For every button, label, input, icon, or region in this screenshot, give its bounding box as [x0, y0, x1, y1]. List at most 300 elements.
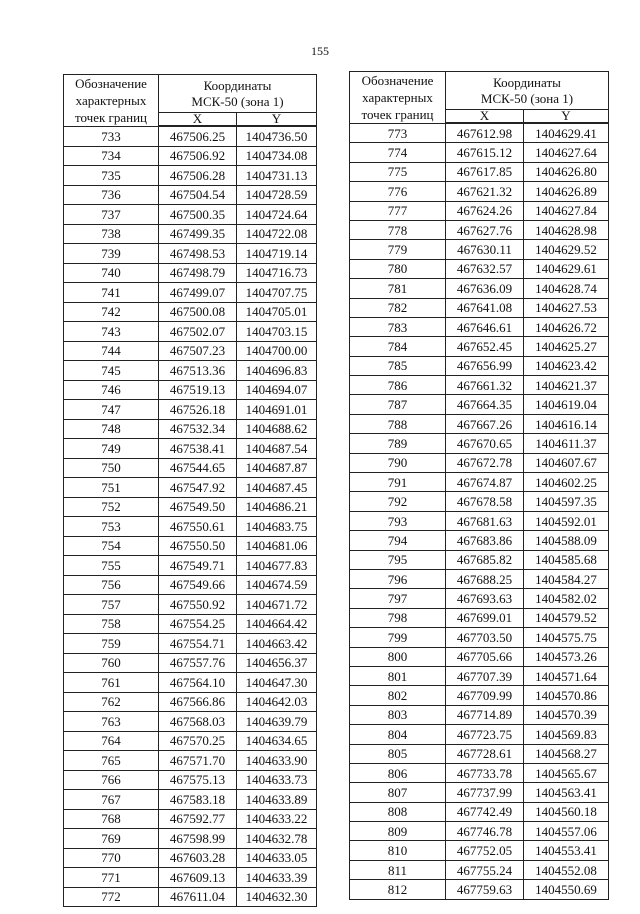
point-number: 761	[64, 673, 159, 693]
y-coordinate: 1404633.05	[237, 848, 317, 868]
y-coordinate: 1404628.74	[524, 279, 609, 298]
x-coordinate: 467678.58	[446, 492, 524, 511]
header-coordinates-line2: МСК-50 (зона 1)	[480, 90, 574, 106]
point-number: 733	[64, 127, 159, 147]
table-row	[64, 887, 317, 907]
table-row	[64, 439, 317, 459]
y-coordinate: 1404734.08	[237, 146, 317, 166]
header-coordinates	[446, 72, 609, 110]
point-number: 806	[350, 763, 446, 782]
y-coordinate: 1404724.64	[237, 205, 317, 225]
x-coordinate: 467737.99	[446, 783, 524, 802]
y-coordinate: 1404592.01	[524, 511, 609, 530]
table-row	[350, 763, 609, 782]
point-number: 784	[350, 337, 446, 356]
y-coordinate: 1404550.69	[524, 880, 609, 899]
table-row	[64, 517, 317, 537]
table-row	[64, 595, 317, 615]
x-coordinate: 467685.82	[446, 550, 524, 569]
table-row	[350, 124, 609, 143]
header-coordinates-line1: Координаты	[203, 77, 272, 93]
table-row	[350, 822, 609, 841]
coordinates-table-right	[349, 71, 609, 900]
table-row	[350, 841, 609, 860]
y-coordinate: 1404560.18	[524, 802, 609, 821]
table-row	[64, 829, 317, 849]
y-coordinate: 1404634.65	[237, 731, 317, 751]
x-coordinate: 467646.61	[446, 317, 524, 336]
table-row	[350, 569, 609, 588]
x-coordinate: 467500.08	[159, 302, 237, 322]
table-row	[64, 263, 317, 283]
x-coordinate: 467549.50	[159, 497, 237, 517]
point-number: 748	[64, 419, 159, 439]
point-number: 797	[350, 589, 446, 608]
x-coordinate: 467564.10	[159, 673, 237, 693]
table-row	[350, 220, 609, 239]
x-coordinate: 467570.25	[159, 731, 237, 751]
x-coordinate: 467592.77	[159, 809, 237, 829]
x-coordinate: 467742.49	[446, 802, 524, 821]
x-coordinate: 467499.07	[159, 283, 237, 303]
x-coordinate: 467688.25	[446, 569, 524, 588]
table-row	[64, 127, 317, 147]
point-number: 751	[64, 478, 159, 498]
x-coordinate: 467498.53	[159, 244, 237, 264]
x-coordinate: 467575.13	[159, 770, 237, 790]
y-coordinate: 1404570.86	[524, 686, 609, 705]
y-coordinate: 1404677.83	[237, 556, 317, 576]
table-row	[350, 725, 609, 744]
x-coordinate: 467583.18	[159, 790, 237, 810]
point-number: 781	[350, 279, 446, 298]
point-number: 790	[350, 453, 446, 472]
y-coordinate: 1404696.83	[237, 361, 317, 381]
table-row	[64, 146, 317, 166]
y-coordinate: 1404625.27	[524, 337, 609, 356]
point-number: 756	[64, 575, 159, 595]
x-coordinate: 467547.92	[159, 478, 237, 498]
point-number: 746	[64, 380, 159, 400]
table-row	[350, 608, 609, 627]
point-number: 809	[350, 822, 446, 841]
header-coordinates-line1: Координаты	[493, 74, 561, 90]
x-coordinate: 467498.79	[159, 263, 237, 283]
x-coordinate: 467693.63	[446, 589, 524, 608]
y-coordinate: 1404579.52	[524, 608, 609, 627]
point-number: 785	[350, 356, 446, 375]
point-number: 783	[350, 317, 446, 336]
point-number: 775	[350, 162, 446, 181]
table-row	[64, 868, 317, 888]
y-coordinate: 1404602.25	[524, 473, 609, 492]
y-coordinate: 1404633.22	[237, 809, 317, 829]
table-row	[350, 473, 609, 492]
point-number: 780	[350, 259, 446, 278]
y-coordinate: 1404597.35	[524, 492, 609, 511]
point-number: 766	[64, 770, 159, 790]
table-row	[350, 550, 609, 569]
y-coordinate: 1404719.14	[237, 244, 317, 264]
table-row	[350, 686, 609, 705]
y-coordinate: 1404619.04	[524, 395, 609, 414]
point-number: 799	[350, 628, 446, 647]
point-number: 774	[350, 143, 446, 162]
point-number: 754	[64, 536, 159, 556]
point-number: 805	[350, 744, 446, 763]
table-row	[350, 414, 609, 433]
table-row	[64, 458, 317, 478]
table-row	[350, 802, 609, 821]
x-coordinate: 467554.25	[159, 614, 237, 634]
point-number: 794	[350, 531, 446, 550]
point-number: 736	[64, 185, 159, 205]
y-coordinate: 1404588.09	[524, 531, 609, 550]
point-number: 791	[350, 473, 446, 492]
x-coordinate: 467532.34	[159, 419, 237, 439]
point-number: 778	[350, 220, 446, 239]
x-coordinate: 467549.71	[159, 556, 237, 576]
table-row	[350, 143, 609, 162]
table-row	[350, 705, 609, 724]
y-coordinate: 1404687.45	[237, 478, 317, 498]
y-coordinate: 1404552.08	[524, 860, 609, 879]
y-coordinate: 1404716.73	[237, 263, 317, 283]
x-coordinate: 467609.13	[159, 868, 237, 888]
point-number: 750	[64, 458, 159, 478]
table-row	[64, 185, 317, 205]
point-number: 798	[350, 608, 446, 627]
point-number: 792	[350, 492, 446, 511]
y-coordinate: 1404686.21	[237, 497, 317, 517]
x-coordinate: 467526.18	[159, 400, 237, 420]
x-coordinate: 467755.24	[446, 860, 524, 879]
x-coordinate: 467550.50	[159, 536, 237, 556]
header-y: Y	[524, 110, 609, 123]
point-number: 802	[350, 686, 446, 705]
y-coordinate: 1404575.75	[524, 628, 609, 647]
table-row	[64, 575, 317, 595]
table-row	[64, 478, 317, 498]
point-number: 777	[350, 201, 446, 220]
y-coordinate: 1404629.61	[524, 259, 609, 278]
table-row	[350, 492, 609, 511]
table-row	[350, 201, 609, 220]
table-row	[64, 614, 317, 634]
y-coordinate: 1404626.72	[524, 317, 609, 336]
y-coordinate: 1404627.64	[524, 143, 609, 162]
x-coordinate: 467670.65	[446, 434, 524, 453]
y-coordinate: 1404642.03	[237, 692, 317, 712]
point-number: 763	[64, 712, 159, 732]
point-number: 779	[350, 240, 446, 259]
table-row	[64, 673, 317, 693]
y-coordinate: 1404705.01	[237, 302, 317, 322]
y-coordinate: 1404582.02	[524, 589, 609, 608]
x-coordinate: 467611.04	[159, 887, 237, 907]
y-coordinate: 1404663.42	[237, 634, 317, 654]
y-coordinate: 1404722.08	[237, 224, 317, 244]
x-coordinate: 467681.63	[446, 511, 524, 530]
point-number: 735	[64, 166, 159, 186]
x-coordinate: 467513.36	[159, 361, 237, 381]
table-row	[64, 692, 317, 712]
x-coordinate: 467554.71	[159, 634, 237, 654]
point-number: 788	[350, 414, 446, 433]
point-number: 745	[64, 361, 159, 381]
point-number: 744	[64, 341, 159, 361]
x-coordinate: 467699.01	[446, 608, 524, 627]
x-coordinate: 467538.41	[159, 439, 237, 459]
point-number: 769	[64, 829, 159, 849]
point-number: 787	[350, 395, 446, 414]
x-coordinate: 467656.99	[446, 356, 524, 375]
y-coordinate: 1404707.75	[237, 283, 317, 303]
table-row	[350, 511, 609, 530]
point-number: 767	[64, 790, 159, 810]
point-number: 753	[64, 517, 159, 537]
table-row	[350, 628, 609, 647]
x-coordinate: 467544.65	[159, 458, 237, 478]
point-number: 782	[350, 298, 446, 317]
y-coordinate: 1404607.67	[524, 453, 609, 472]
x-coordinate: 467636.09	[446, 279, 524, 298]
point-number: 764	[64, 731, 159, 751]
x-coordinate: 467506.28	[159, 166, 237, 186]
table-row	[350, 434, 609, 453]
y-coordinate: 1404557.06	[524, 822, 609, 841]
point-number: 768	[64, 809, 159, 829]
table-row	[350, 317, 609, 336]
point-number: 758	[64, 614, 159, 634]
point-number: 759	[64, 634, 159, 654]
table-row	[350, 356, 609, 375]
table-row	[350, 298, 609, 317]
x-coordinate: 467549.66	[159, 575, 237, 595]
x-coordinate: 467598.99	[159, 829, 237, 849]
x-coordinate: 467612.98	[446, 124, 524, 143]
point-number: 786	[350, 376, 446, 395]
point-number: 737	[64, 205, 159, 225]
y-coordinate: 1404633.89	[237, 790, 317, 810]
table-row	[64, 653, 317, 673]
point-number: 770	[64, 848, 159, 868]
table-row	[350, 337, 609, 356]
table-row	[64, 322, 317, 342]
x-coordinate: 467630.11	[446, 240, 524, 259]
x-coordinate: 467617.85	[446, 162, 524, 181]
x-coordinate: 467733.78	[446, 763, 524, 782]
y-coordinate: 1404687.87	[237, 458, 317, 478]
x-coordinate: 467507.23	[159, 341, 237, 361]
table-row	[64, 419, 317, 439]
y-coordinate: 1404674.59	[237, 575, 317, 595]
table-row	[350, 880, 609, 899]
x-coordinate: 467499.35	[159, 224, 237, 244]
x-coordinate: 467571.70	[159, 751, 237, 771]
y-coordinate: 1404629.52	[524, 240, 609, 259]
table-row	[64, 497, 317, 517]
x-coordinate: 467615.12	[446, 143, 524, 162]
table-row	[64, 536, 317, 556]
table-row	[64, 166, 317, 186]
x-coordinate: 467550.61	[159, 517, 237, 537]
x-coordinate: 467627.76	[446, 220, 524, 239]
y-coordinate: 1404647.30	[237, 673, 317, 693]
x-coordinate: 467709.99	[446, 686, 524, 705]
x-coordinate: 467703.50	[446, 628, 524, 647]
y-coordinate: 1404633.39	[237, 868, 317, 888]
point-number: 740	[64, 263, 159, 283]
table-row	[350, 395, 609, 414]
header-x: X	[446, 110, 524, 123]
point-number: 762	[64, 692, 159, 712]
point-number: 743	[64, 322, 159, 342]
y-coordinate: 1404629.41	[524, 124, 609, 143]
y-coordinate: 1404681.06	[237, 536, 317, 556]
y-coordinate: 1404571.64	[524, 666, 609, 685]
point-number: 755	[64, 556, 159, 576]
y-coordinate: 1404694.07	[237, 380, 317, 400]
x-coordinate: 467714.89	[446, 705, 524, 724]
table-row	[64, 224, 317, 244]
x-coordinate: 467683.86	[446, 531, 524, 550]
y-coordinate: 1404691.01	[237, 400, 317, 420]
x-coordinate: 467641.08	[446, 298, 524, 317]
table-row	[350, 860, 609, 879]
x-coordinate: 467652.45	[446, 337, 524, 356]
table-row	[64, 283, 317, 303]
y-coordinate: 1404565.67	[524, 763, 609, 782]
y-coordinate: 1404632.30	[237, 887, 317, 907]
y-coordinate: 1404700.00	[237, 341, 317, 361]
y-coordinate: 1404703.15	[237, 322, 317, 342]
x-coordinate: 467705.66	[446, 647, 524, 666]
y-coordinate: 1404639.79	[237, 712, 317, 732]
y-coordinate: 1404671.72	[237, 595, 317, 615]
x-coordinate: 467550.92	[159, 595, 237, 615]
y-coordinate: 1404688.62	[237, 419, 317, 439]
table-row	[64, 361, 317, 381]
table-left-body	[64, 127, 317, 907]
point-number: 773	[350, 124, 446, 143]
y-coordinate: 1404728.59	[237, 185, 317, 205]
table-row	[350, 259, 609, 278]
table-row	[64, 205, 317, 225]
point-number: 760	[64, 653, 159, 673]
point-number: 810	[350, 841, 446, 860]
table-row	[350, 783, 609, 802]
x-coordinate: 467667.26	[446, 414, 524, 433]
x-coordinate: 467506.25	[159, 127, 237, 147]
table-row	[64, 790, 317, 810]
y-coordinate: 1404627.53	[524, 298, 609, 317]
table-row	[350, 240, 609, 259]
x-coordinate: 467624.26	[446, 201, 524, 220]
x-coordinate: 467759.63	[446, 880, 524, 899]
x-coordinate: 467746.78	[446, 822, 524, 841]
x-coordinate: 467504.54	[159, 185, 237, 205]
table-row	[350, 453, 609, 472]
y-coordinate: 1404553.41	[524, 841, 609, 860]
point-number: 811	[350, 860, 446, 879]
table-row	[64, 731, 317, 751]
page-number: 155	[311, 44, 329, 58]
point-number: 741	[64, 283, 159, 303]
point-number: 793	[350, 511, 446, 530]
point-number: 771	[64, 868, 159, 888]
point-number: 772	[64, 887, 159, 907]
table-row	[350, 589, 609, 608]
x-coordinate: 467632.57	[446, 259, 524, 278]
x-coordinate: 467502.07	[159, 322, 237, 342]
x-coordinate: 467707.39	[446, 666, 524, 685]
coordinates-table-left	[63, 74, 317, 907]
y-coordinate: 1404627.84	[524, 201, 609, 220]
y-coordinate: 1404568.27	[524, 744, 609, 763]
table-row	[64, 302, 317, 322]
point-number: 738	[64, 224, 159, 244]
header-y: Y	[237, 113, 317, 126]
point-number: 752	[64, 497, 159, 517]
header-coordinates	[159, 75, 317, 113]
y-coordinate: 1404628.98	[524, 220, 609, 239]
point-number: 734	[64, 146, 159, 166]
y-coordinate: 1404656.37	[237, 653, 317, 673]
table-row	[64, 634, 317, 654]
y-coordinate: 1404731.13	[237, 166, 317, 186]
point-number: 747	[64, 400, 159, 420]
point-number: 789	[350, 434, 446, 453]
point-number: 749	[64, 439, 159, 459]
y-coordinate: 1404570.39	[524, 705, 609, 724]
x-coordinate: 467519.13	[159, 380, 237, 400]
x-coordinate: 467621.32	[446, 182, 524, 201]
x-coordinate: 467752.05	[446, 841, 524, 860]
table-row	[64, 244, 317, 264]
point-number: 776	[350, 182, 446, 201]
table-row	[350, 279, 609, 298]
table-row	[350, 162, 609, 181]
table-row	[350, 531, 609, 550]
y-coordinate: 1404664.42	[237, 614, 317, 634]
y-coordinate: 1404584.27	[524, 569, 609, 588]
point-number: 800	[350, 647, 446, 666]
table-right-body	[350, 124, 609, 900]
table-row	[64, 751, 317, 771]
point-number: 803	[350, 705, 446, 724]
table-row	[64, 770, 317, 790]
y-coordinate: 1404632.78	[237, 829, 317, 849]
point-number: 796	[350, 569, 446, 588]
x-coordinate: 467568.03	[159, 712, 237, 732]
point-number: 804	[350, 725, 446, 744]
y-coordinate: 1404563.41	[524, 783, 609, 802]
point-number: 739	[64, 244, 159, 264]
table-row	[350, 182, 609, 201]
y-coordinate: 1404569.83	[524, 725, 609, 744]
table-row	[64, 712, 317, 732]
header-designation: Обозначение характерных точек границ	[350, 72, 446, 124]
point-number: 801	[350, 666, 446, 685]
y-coordinate: 1404626.89	[524, 182, 609, 201]
table-row	[350, 647, 609, 666]
table-row	[64, 556, 317, 576]
y-coordinate: 1404611.37	[524, 434, 609, 453]
table-row	[64, 400, 317, 420]
y-coordinate: 1404626.80	[524, 162, 609, 181]
point-number: 757	[64, 595, 159, 615]
